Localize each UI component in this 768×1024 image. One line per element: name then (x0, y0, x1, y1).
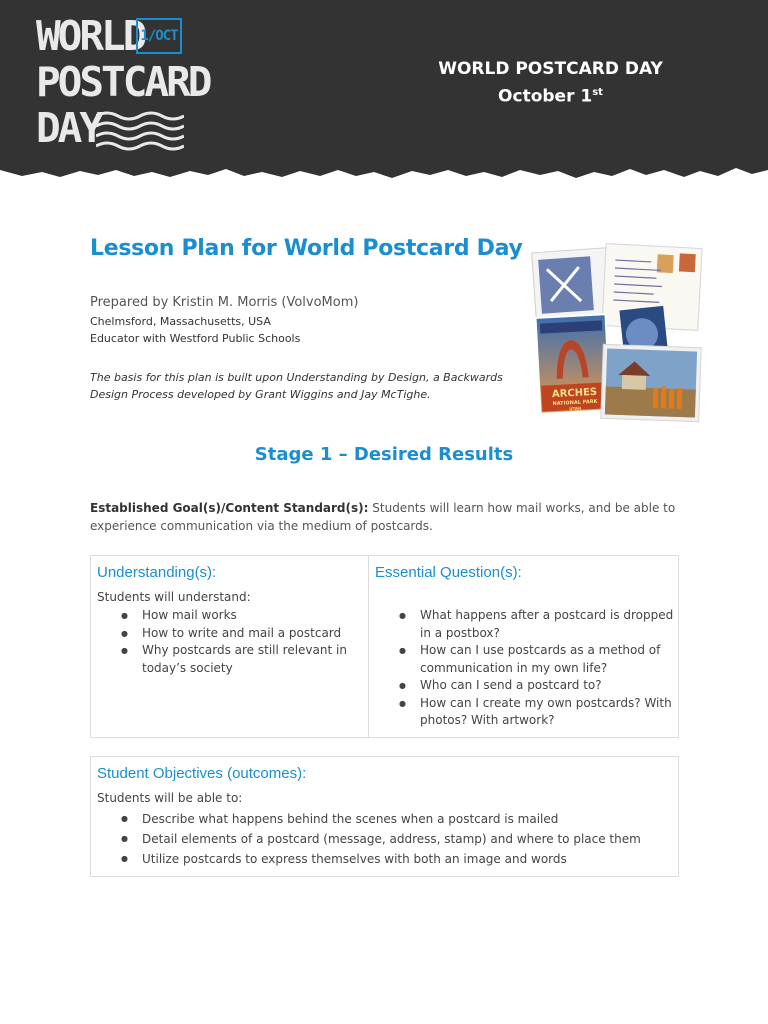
student-objectives-intro: Students will be able to: (97, 791, 243, 805)
essential-questions-heading: Essential Question(s): (375, 564, 522, 581)
student-objectives-box (90, 756, 679, 877)
list-item: ● How can I use postcards as a method of communication in my own life? (375, 642, 675, 677)
lesson-plan-title: Lesson Plan for World Postcard Day (90, 236, 523, 261)
list-item: ● Who can I send a postcard to? (375, 677, 675, 695)
header-date-main: October 1 (498, 86, 593, 107)
student-objectives-list (97, 809, 677, 869)
goal-label: Established Goal(s)/Content Standard(s): (90, 501, 369, 515)
world-postcard-day-logo (36, 12, 210, 156)
essential-questions-box (368, 555, 679, 738)
list-item: ● Why postcards are still relevant in today’s society (97, 642, 362, 677)
list-item: ● How to write and mail a postcard (97, 625, 362, 643)
logo-word-day: DAY (36, 104, 102, 152)
header-date-suffix: st (592, 87, 603, 98)
header-title-block (398, 58, 703, 110)
arches-postcard-title: ARCHES (551, 386, 598, 401)
postcard-collage-image (530, 238, 705, 433)
understandings-box (90, 555, 369, 738)
postmark-wave-icon (96, 110, 184, 154)
goal-text: Students will learn how mail works, and be able to experience communication via the medium of postcards. (90, 501, 676, 533)
established-goal (90, 499, 690, 535)
list-item: ● Detail elements of a postcard (message, address, stamp) and where to place them (97, 829, 677, 849)
author-location: Chelmsford, Massachusetts, USA (90, 315, 271, 328)
list-item: ● Utilize postcards to express themselves with both an image and words (97, 849, 677, 869)
understandings-intro: Students will understand: (97, 590, 251, 604)
stage-1-heading: Stage 1 – Desired Results (254, 444, 514, 465)
header-banner (0, 0, 768, 190)
list-item: ● Describe what happens behind the scenes when a postcard is mailed (97, 809, 677, 829)
understandings-list (97, 607, 362, 677)
essential-questions-list (375, 607, 675, 730)
list-item: ● What happens after a postcard is dropped in a postbox? (375, 607, 675, 642)
student-objectives-heading: Student Objectives (outcomes): (97, 765, 307, 782)
header-date (398, 80, 703, 110)
list-item: ● How can I create my own postcards? With photos? With artwork? (375, 695, 675, 730)
header-title: WORLD POSTCARD DAY (438, 59, 663, 79)
logo-word-world: WORLD (36, 12, 145, 60)
author-affiliation: Educator with Westford Public Schools (90, 332, 301, 345)
logo-word-postcard: POSTCARD (36, 58, 210, 106)
understandings-heading: Understanding(s): (97, 564, 217, 581)
prepared-by: Prepared by Kristin M. Morris (VolvoMom) (90, 295, 359, 310)
arches-postcard-state: UTAH (569, 405, 582, 412)
arches-postcard-subtitle: NATIONAL PARK (552, 398, 598, 408)
list-item: ● How mail works (97, 607, 362, 625)
basis-note: The basis for this plan is built upon Understanding by Design, a Backwards Design Process developed by Grant Wiggins and Jay McTighe. (90, 371, 503, 401)
logo-date-badge: 1/OCT (136, 18, 182, 54)
